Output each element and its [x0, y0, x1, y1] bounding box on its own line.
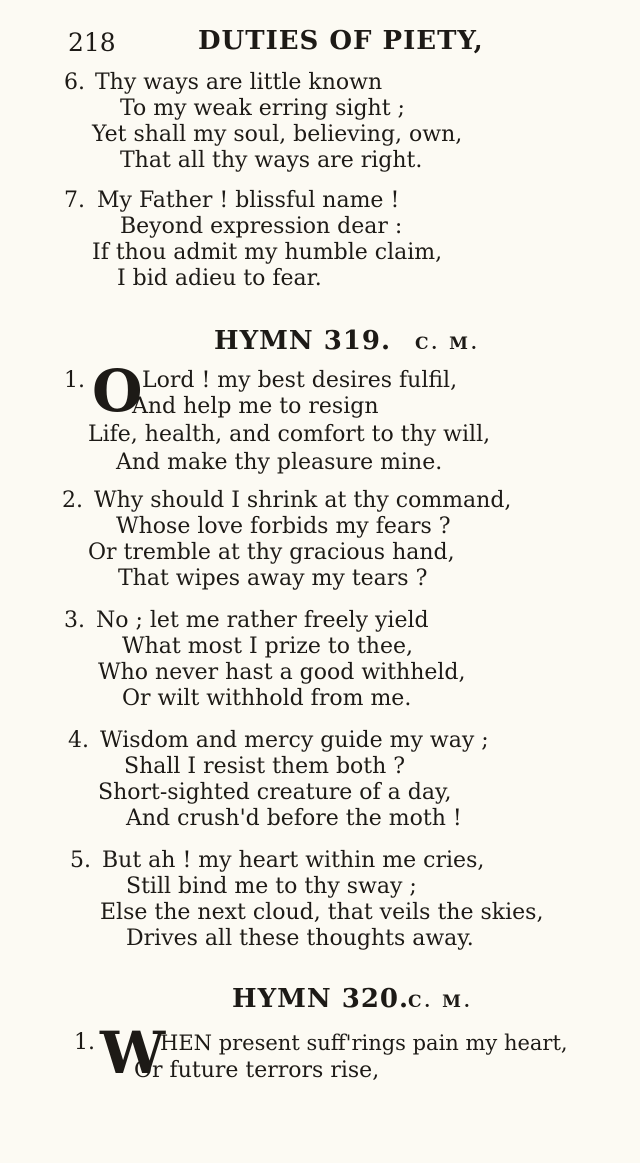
verse-line: Or future terrors rise,	[134, 1058, 380, 1083]
hymn-meter: C. M.	[415, 334, 480, 354]
verse-line: Who never hast a good withheld,	[98, 660, 466, 685]
verse-line: Else the next cloud, that veils the skies,	[100, 900, 544, 925]
verse-line: HEN present suff'rings pain my heart,	[160, 1031, 568, 1055]
verse-line: Shall I resist them both ?	[124, 754, 406, 779]
verse-line: Beyond expression dear :	[120, 214, 403, 239]
verse-line: Or wilt withhold from me.	[122, 686, 412, 711]
verse-number: 5.	[70, 848, 91, 873]
verse-line: No ; let me rather freely yield	[96, 608, 429, 633]
verse-line: My Father ! blissful name !	[97, 188, 400, 213]
verse-number: 4.	[68, 728, 89, 753]
verse-line: Or tremble at thy gracious hand,	[88, 540, 455, 565]
verse-line: And help me to resign	[132, 394, 379, 419]
hymn-title: HYMN 320.	[232, 984, 410, 1014]
verse-line: Why should I shrink at thy command,	[94, 488, 512, 513]
verse-line: That wipes away my tears ?	[118, 566, 428, 591]
verse-number: 6.	[64, 70, 85, 95]
verse-line: That all thy ways are right.	[120, 148, 423, 173]
verse-line: Thy ways are little known	[95, 70, 383, 95]
verse-line: Lord ! my best desires fulfil,	[142, 368, 458, 393]
verse-line: Yet shall my soul, believing, own,	[92, 122, 463, 147]
drop-cap: O	[92, 357, 143, 425]
verse-line: Wisdom and mercy guide my way ;	[100, 728, 489, 753]
verse-line: If thou admit my humble claim,	[92, 240, 443, 265]
page-header	[68, 26, 484, 58]
page-number: 218	[68, 28, 116, 57]
verse-line: I bid adieu to fear.	[117, 266, 322, 291]
drop-cap: W	[100, 1019, 166, 1087]
running-title: DUTIES OF PIETY,	[198, 26, 484, 56]
verse-line: Still bind me to thy sway ;	[126, 874, 417, 899]
verse-line: And make thy pleasure mine.	[116, 450, 443, 475]
verse-number: 7.	[64, 188, 85, 213]
verse-line: And crush'd before the moth !	[126, 806, 462, 831]
verse-number: 1.	[64, 368, 85, 393]
verse-line: To my weak erring sight ;	[120, 96, 405, 121]
verse-line: What most I prize to thee,	[122, 634, 414, 659]
hymn-title: HYMN 319.	[214, 326, 392, 356]
verse-number: 3.	[64, 608, 85, 633]
verse-number: 1.	[74, 1030, 95, 1055]
verse-line: Drives all these thoughts away.	[126, 926, 474, 951]
hymn-meter: C. M.	[408, 992, 473, 1012]
verse-line: Short-sighted creature of a day,	[98, 780, 452, 805]
verse-line: Life, health, and comfort to thy will,	[88, 422, 491, 447]
verse-line: But ah ! my heart within me cries,	[102, 848, 485, 873]
verse-number: 2.	[62, 488, 83, 513]
verse-line: Whose love forbids my fears ?	[116, 514, 451, 539]
